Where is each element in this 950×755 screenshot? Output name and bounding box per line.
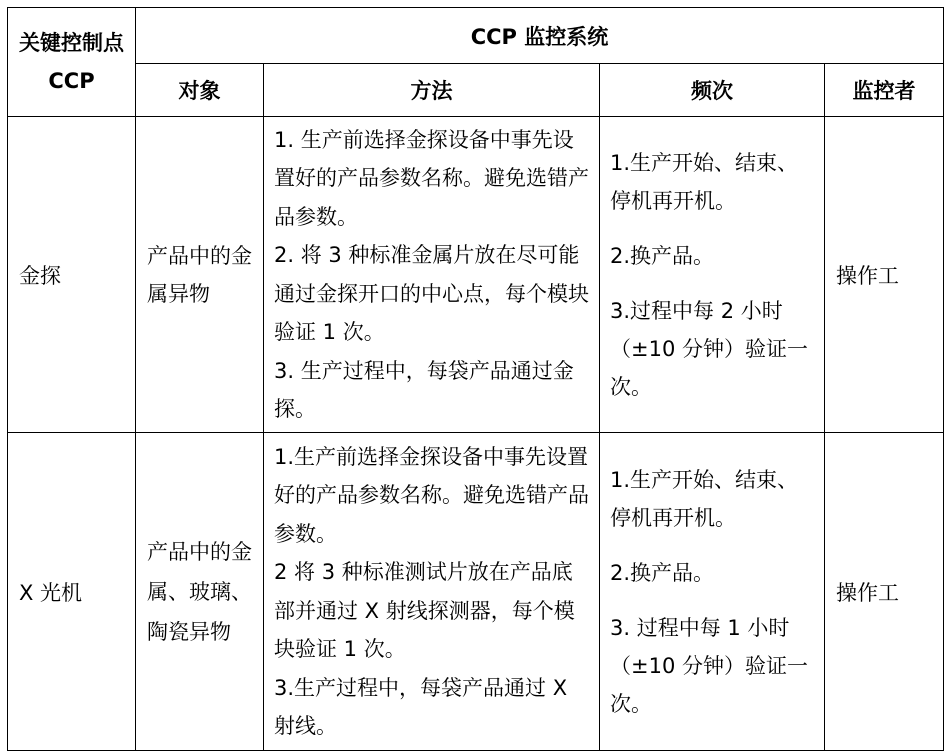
method-cell	[264, 433, 600, 751]
frequency-item: 1.生产开始、结束、停机再开机。	[610, 467, 799, 530]
header-row-2	[8, 64, 944, 117]
header-group: CCP 监控系统	[136, 8, 944, 64]
method-cell	[264, 117, 600, 433]
ccp-cell: X 光机	[8, 433, 136, 751]
header-method: 方法	[264, 64, 600, 117]
header-frequency: 频次	[600, 64, 825, 117]
header-object: 对象	[136, 64, 264, 117]
method-step: 1.生产前选择金探设备中事先设置好的产品参数名称。避免选错产品参数。	[274, 444, 589, 546]
frequency-item: 2.换产品。	[610, 560, 715, 585]
ccp-cell: 金探	[8, 117, 136, 433]
header-ccp-label: 关键控制点 CCP	[19, 31, 124, 93]
header-row-1	[8, 8, 944, 64]
frequency-cell	[600, 433, 825, 751]
monitor-cell: 操作工	[825, 117, 944, 433]
monitor-cell: 操作工	[825, 433, 944, 751]
frequency-item: 3.过程中每 2 小时（±10 分钟）验证一次。	[610, 298, 808, 399]
frequency-cell	[600, 117, 825, 433]
frequency-item: 1.生产开始、结束、停机再开机。	[610, 150, 799, 213]
ccp-monitoring-table	[7, 7, 944, 751]
frequency-item: 3. 过程中每 1 小时（±10 分钟）验证一次。	[610, 615, 808, 716]
method-step: 2 将 3 种标准测试片放在产品底部并通过 X 射线探测器，每个模块验证 1 次。	[274, 560, 575, 661]
header-ccp	[8, 8, 136, 117]
frequency-item: 2.换产品。	[610, 243, 715, 268]
method-step: 3.生产过程中，每袋产品通过 X 射线。	[274, 675, 568, 738]
method-step: 3. 生产过程中，每袋产品通过金探。	[274, 358, 574, 421]
method-step: 2. 将 3 种标准金属片放在尽可能通过金探开口的中心点，每个模块验证 1 次。	[274, 243, 589, 344]
object-cell: 产品中的金属、玻璃、陶瓷异物	[136, 433, 264, 751]
table-row	[8, 433, 944, 751]
table-row	[8, 117, 944, 433]
method-step: 1. 生产前选择金探设备中事先设置好的产品参数名称。避免选错产品参数。	[274, 127, 589, 229]
header-monitor: 监控者	[825, 64, 944, 117]
object-cell: 产品中的金属异物	[136, 117, 264, 433]
